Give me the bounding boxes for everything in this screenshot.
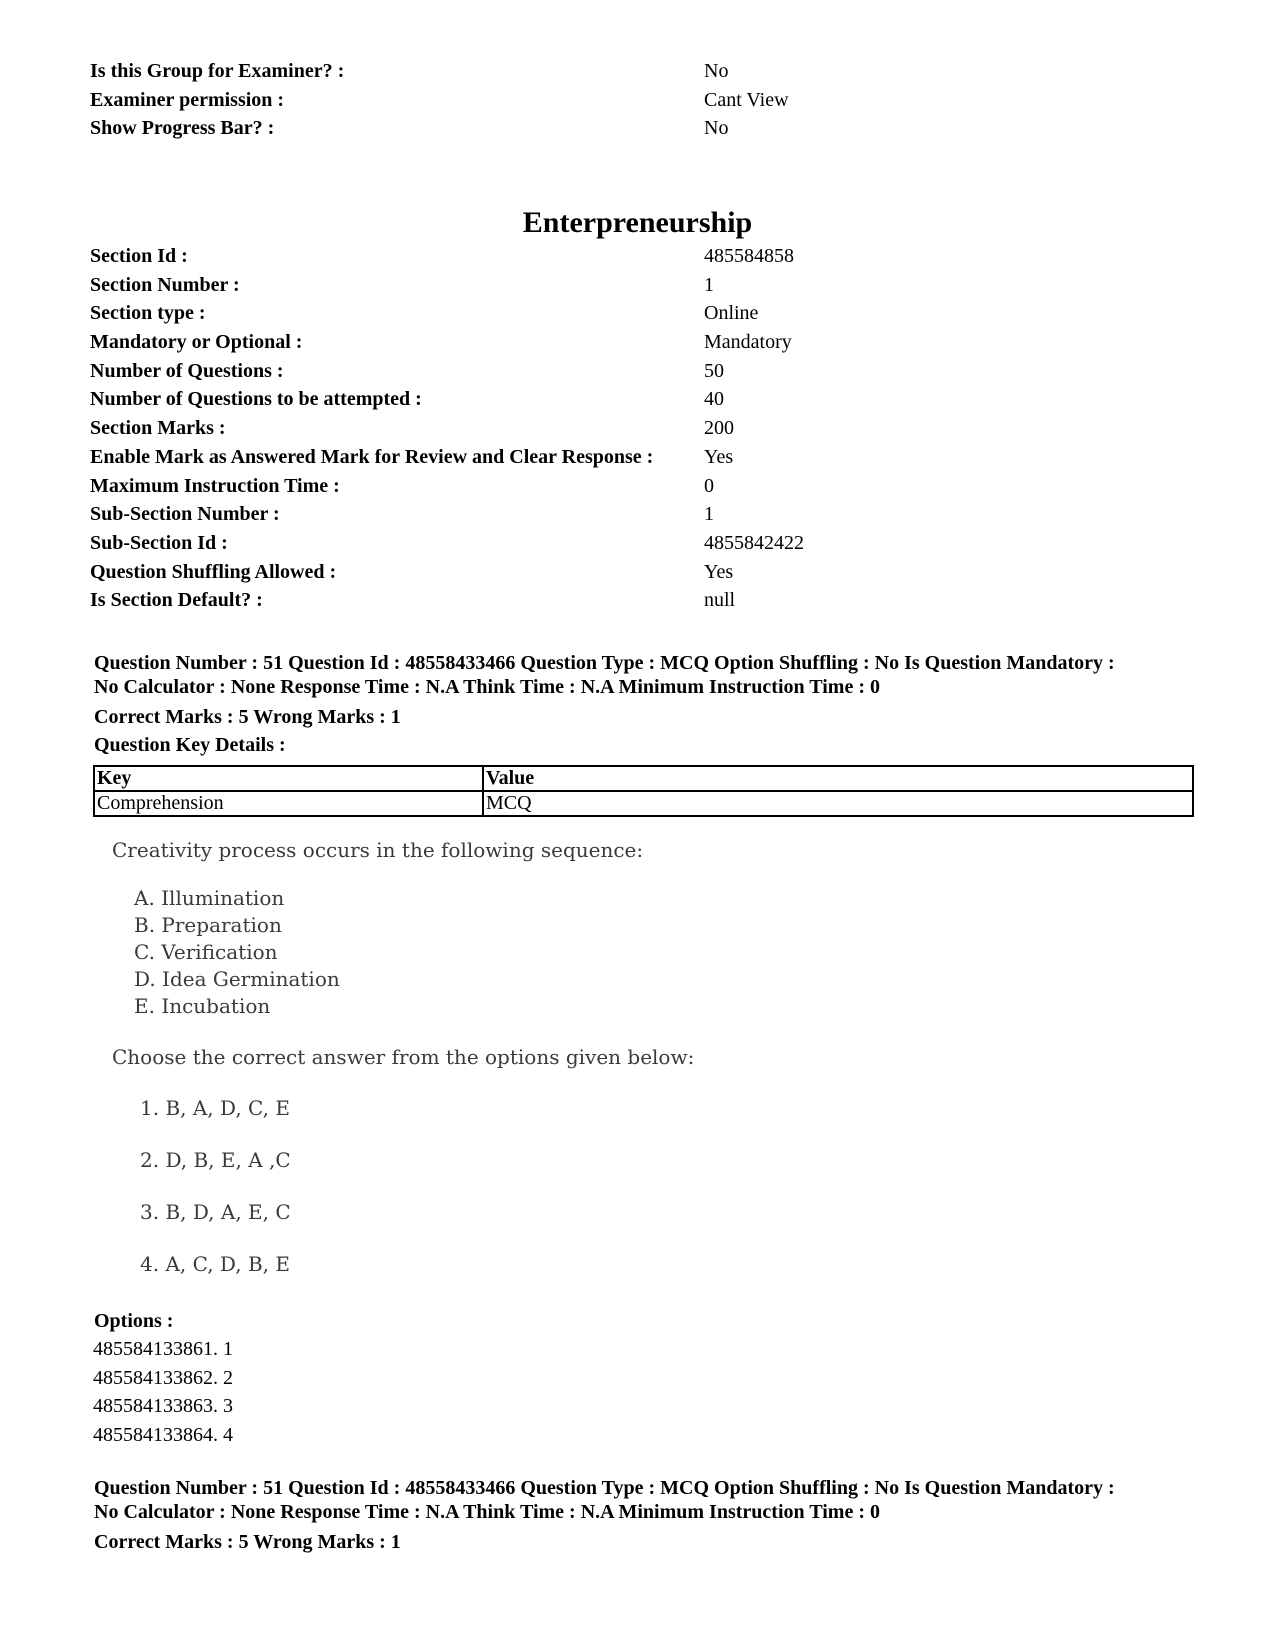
- question-key-details-label: Question Key Details :: [94, 734, 286, 756]
- question-header: [94, 651, 1214, 731]
- question-stem: Creativity process occurs in the following sequence:: [112, 838, 644, 862]
- section-label: Number of Questions to be attempted :: [90, 388, 422, 411]
- section-value: Yes: [704, 560, 734, 583]
- question-marks: Correct Marks : 5 Wrong Marks : 1: [94, 706, 401, 728]
- section-value: Mandatory: [704, 331, 792, 354]
- answer-choice: 1. B, A, D, C, E: [140, 1096, 290, 1120]
- section-label: Section Id :: [90, 245, 188, 267]
- section-label: Sub-Section Number :: [90, 503, 280, 526]
- info-label: Is this Group for Examiner? :: [90, 60, 345, 82]
- section-row: [90, 443, 1210, 472]
- section-value: 1: [704, 503, 714, 526]
- info-row: [90, 57, 1210, 86]
- statement-item: C. Verification: [134, 940, 278, 964]
- option-item: 485584133861. 1: [93, 1338, 233, 1360]
- section-row: [90, 271, 1210, 300]
- info-label: Show Progress Bar? :: [90, 117, 275, 140]
- question-meta-line: Question Number : 51 Question Id : 48558433466 Question Type : MCQ Option Shuffling : No Is Question Mandatory :: [94, 1477, 1115, 1499]
- section-value: 1: [704, 273, 714, 296]
- info-row: [90, 86, 1210, 115]
- section-label: Section type :: [90, 302, 206, 325]
- info-row: [90, 114, 1210, 143]
- info-value: No: [704, 60, 729, 82]
- question-key-table: [93, 765, 1194, 817]
- section-row: [90, 414, 1210, 443]
- option-item: 485584133862. 2: [93, 1366, 233, 1389]
- section-row: [90, 558, 1210, 587]
- section-value: 50: [704, 359, 724, 382]
- section-value: 485584858: [704, 245, 794, 267]
- section-value: null: [704, 589, 736, 612]
- section-value: 200: [704, 417, 734, 440]
- section-row: [90, 500, 1210, 529]
- section-row: [90, 299, 1210, 328]
- section-label: Sub-Section Id :: [90, 531, 228, 554]
- section-details: [90, 242, 1210, 615]
- section-row: [90, 586, 1210, 615]
- statement-item: A. Illumination: [134, 886, 285, 910]
- answer-choice: 4. A, C, D, B, E: [140, 1252, 290, 1276]
- section-row: [90, 529, 1210, 558]
- section-value: Online: [704, 302, 759, 325]
- section-label: Section Number :: [90, 273, 240, 296]
- section-label: Number of Questions :: [90, 359, 284, 382]
- answer-choice: 3. B, D, A, E, C: [140, 1200, 291, 1224]
- question-header: [94, 1476, 1214, 1556]
- section-value: Yes: [704, 445, 734, 468]
- table-cell: MCQ: [483, 791, 1193, 816]
- option-item: 485584133864. 4: [93, 1423, 233, 1446]
- section-value: 40: [704, 388, 724, 411]
- section-value: 4855842422: [704, 531, 804, 554]
- section-label: Maximum Instruction Time :: [90, 474, 340, 497]
- info-value: Cant View: [704, 88, 789, 111]
- section-label: Enable Mark as Answered Mark for Review and Clear Response :: [90, 445, 654, 468]
- section-row: [90, 472, 1210, 501]
- info-value: No: [704, 117, 729, 140]
- statement-item: B. Preparation: [134, 913, 282, 937]
- section-label: Section Marks :: [90, 417, 226, 440]
- section-row: [90, 357, 1210, 386]
- statement-item: D. Idea Germination: [134, 967, 340, 991]
- question-meta-line: No Calculator : None Response Time : N.A Think Time : N.A Minimum Instruction Time : 0: [94, 1501, 880, 1523]
- question-meta-line: Question Number : 51 Question Id : 48558433466 Question Type : MCQ Option Shuffling : No Is Question Mandatory :: [94, 652, 1115, 674]
- info-label: Examiner permission :: [90, 88, 285, 111]
- answer-choice: 2. D, B, E, A ,C: [140, 1148, 291, 1172]
- question-marks: Correct Marks : 5 Wrong Marks : 1: [94, 1531, 401, 1553]
- question-instruction: Choose the correct answer from the options given below:: [112, 1045, 695, 1069]
- table-header-row: [94, 766, 1193, 791]
- section-label: Mandatory or Optional :: [90, 331, 303, 354]
- section-value: 0: [704, 474, 714, 497]
- section-row: [90, 385, 1210, 414]
- group-info: [90, 57, 1210, 143]
- options-label: Options :: [94, 1310, 174, 1332]
- option-item: 485584133863. 3: [93, 1395, 233, 1417]
- statement-item: E. Incubation: [134, 994, 271, 1018]
- table-header-cell: Value: [483, 766, 1193, 791]
- table-row: [94, 791, 1193, 816]
- table-header-cell: Key: [94, 766, 483, 791]
- section-title: Enterpreneurship: [522, 206, 753, 239]
- section-label: Question Shuffling Allowed :: [90, 560, 337, 583]
- table-cell: Comprehension: [94, 791, 483, 816]
- options-list: [93, 1335, 233, 1449]
- section-row: [90, 328, 1210, 357]
- section-label: Is Section Default? :: [90, 589, 263, 612]
- section-row: [90, 242, 1210, 271]
- question-meta-line: No Calculator : None Response Time : N.A Think Time : N.A Minimum Instruction Time : 0: [94, 676, 880, 698]
